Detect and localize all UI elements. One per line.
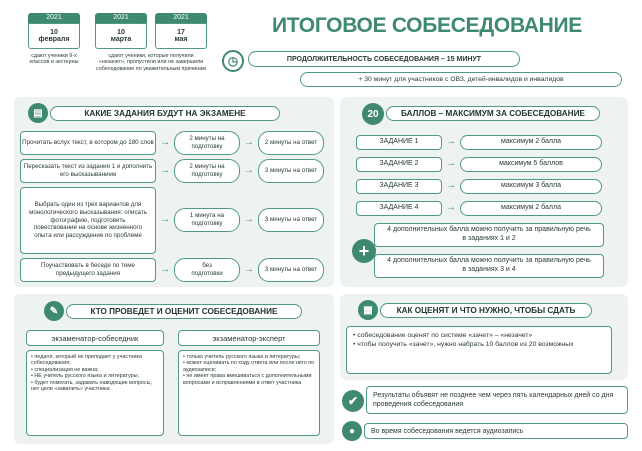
task-answer: 3 минуты на ответ xyxy=(258,208,324,232)
book-icon: ▤ xyxy=(28,103,48,123)
list-item: • не имеет права вмешиваться с дополнительными вопросами и исправлениями в ответ участника xyxy=(183,373,312,386)
arrow-icon: → xyxy=(160,137,170,148)
list-item: • только учитель русского языка и литературы; xyxy=(183,354,301,360)
score-panel xyxy=(340,97,628,287)
date-day: 10 xyxy=(117,29,125,36)
arrow-icon: → xyxy=(244,137,254,148)
list-item: • собеседование оценят по системе «зачет» – «незачет» xyxy=(353,332,533,339)
arrow-icon: → xyxy=(446,180,456,191)
task-answer: 3 минуты на ответ xyxy=(258,159,324,183)
score-max: максимум 2 балла xyxy=(460,135,602,150)
expert-title: экзаменатор-эксперт xyxy=(178,330,320,346)
microphone-icon: ● xyxy=(342,421,362,441)
arrow-icon: → xyxy=(244,165,254,176)
date-month: февраля xyxy=(38,36,70,43)
grading-title: КАК ОЦЕНЯТ И ЧТО НУЖНО, ЧТОБЫ СДАТЬ xyxy=(380,303,592,318)
score-title: БАЛЛОВ – МАКСИМУМ ЗА СОБЕСЕДОВАНИЕ xyxy=(386,106,600,121)
bonus-note-1: 4 дополнительных балла можно получить за правильную речь в заданиях 1 и 2 xyxy=(374,223,604,247)
task-text: Пересказать текст из задания 1 и дополнить его высказыванием xyxy=(20,159,156,183)
duration-label: ПРОДОЛЖИТЕЛЬНОСТЬ СОБЕСЕДОВАНИЯ – 15 МИНУТ xyxy=(248,51,520,67)
list-item: • НЕ учитель русского языка и литературы; xyxy=(31,373,140,380)
task-row-4 xyxy=(20,258,325,282)
date-box xyxy=(95,23,147,49)
task-prep: 2 минуты на подготовку xyxy=(174,159,240,183)
arrow-icon: → xyxy=(446,158,456,169)
date-note: сдают ученики 9-х классов и экстерны xyxy=(29,53,79,66)
bonus-note-2: 4 дополнительных балла можно получить за правильную речь в заданиях 3 и 4 xyxy=(374,254,604,278)
check-icon: ✔ xyxy=(342,390,364,412)
date-year: 2021 xyxy=(95,13,147,23)
date-card-3 xyxy=(155,13,207,53)
date-day: 17 xyxy=(177,29,185,36)
arrow-icon: → xyxy=(446,202,456,213)
task-answer: 3 минуты на ответ xyxy=(258,258,324,282)
document-icon: ▦ xyxy=(358,300,378,320)
list-item: • чтобы получить «зачет», нужно набрать 10 баллов из 20 возможных xyxy=(353,341,574,349)
date-box xyxy=(155,23,207,49)
score-max: максимум 3 балла xyxy=(460,179,602,194)
duration-extra: + 30 минут для участников с ОВЗ, детей-инвалидов и инвалидов xyxy=(300,72,622,87)
list-item: • педагог, который не преподает у участника собеседования; xyxy=(31,354,143,367)
task-row-3 xyxy=(20,187,325,254)
date-month: марта xyxy=(110,36,132,43)
task-text: Поучаствовать в беседе по теме предыдущего задания xyxy=(20,258,156,282)
score-task: ЗАДАНИЕ 1 xyxy=(356,135,442,150)
score-task: ЗАДАНИЕ 4 xyxy=(356,201,442,216)
interlocutor-title: экзаменатор-собеседник xyxy=(26,330,164,346)
task-row-2 xyxy=(20,159,325,183)
task-prep: 2 минуты на подготовку xyxy=(174,131,240,155)
score-task: ЗАДАНИЕ 3 xyxy=(356,179,442,194)
audio-note: Во время собеседования ведется аудиозапись xyxy=(364,423,628,439)
arrow-icon: → xyxy=(446,136,456,147)
task-prep: без подготовки xyxy=(174,258,240,282)
arrow-icon: → xyxy=(160,165,170,176)
arrow-icon: → xyxy=(244,264,254,275)
interlocutor-list xyxy=(26,350,164,436)
expert-list xyxy=(178,350,320,436)
arrow-icon: → xyxy=(244,214,254,225)
plus-icon: + xyxy=(352,239,376,263)
who-title: КТО ПРОВЕДЕТ И ОЦЕНИТ СОБЕСЕДОВАНИЕ xyxy=(66,304,302,319)
grading-list xyxy=(346,326,612,374)
arrow-icon: → xyxy=(160,214,170,225)
task-prep: 1 минута на подготовку xyxy=(174,208,240,232)
page-title: ИТОГОВОЕ СОБЕСЕДОВАНИЕ xyxy=(272,14,583,37)
task-text: Выбрать один из трех вариантов для монологического высказывания: описать фотографию, подготовить повествование на основе жизненного опыта или рассуждение по проблеме xyxy=(20,187,156,254)
list-item: • может оценивать по ходу ответа или после него по аудиозаписи; xyxy=(183,360,315,373)
date-box xyxy=(28,23,80,49)
date-year: 2021 xyxy=(28,13,80,23)
tasks-title: КАКИЕ ЗАДАНИЯ БУДУТ НА ЭКЗАМЕНЕ xyxy=(50,106,280,121)
results-note: Результаты объявят не позднее чем через пять календарных дней со дня проведения собеседования xyxy=(366,386,628,414)
date-note: сдают ученики, которые получили «незачет», пропустили или не завершили собеседование по уважительным причинам xyxy=(96,53,206,72)
score-max: максимум 5 баллов xyxy=(460,157,602,172)
list-item: • специализация не важна; xyxy=(31,366,99,373)
pen-icon: ✎ xyxy=(44,301,64,321)
date-year: 2021 xyxy=(155,13,207,23)
score-task: ЗАДАНИЕ 2 xyxy=(356,157,442,172)
list-item: • будет помогать, задавать наводящие вопросы, нет цели «завалить» участника xyxy=(31,379,152,393)
who-panel xyxy=(14,294,334,444)
task-row-1 xyxy=(20,131,325,155)
date-month: мая xyxy=(174,36,188,43)
score-badge: 20 xyxy=(362,103,384,125)
task-text: Прочитать вслух текст, в котором до 180 слов xyxy=(20,131,156,155)
score-max: максимум 2 балла xyxy=(460,201,602,216)
date-card-1 xyxy=(28,13,80,88)
clock-icon: ◷ xyxy=(222,50,244,72)
task-answer: 2 минуты на ответ xyxy=(258,131,324,155)
arrow-icon: → xyxy=(160,264,170,275)
grading-panel xyxy=(340,294,628,380)
date-day: 10 xyxy=(50,29,58,36)
